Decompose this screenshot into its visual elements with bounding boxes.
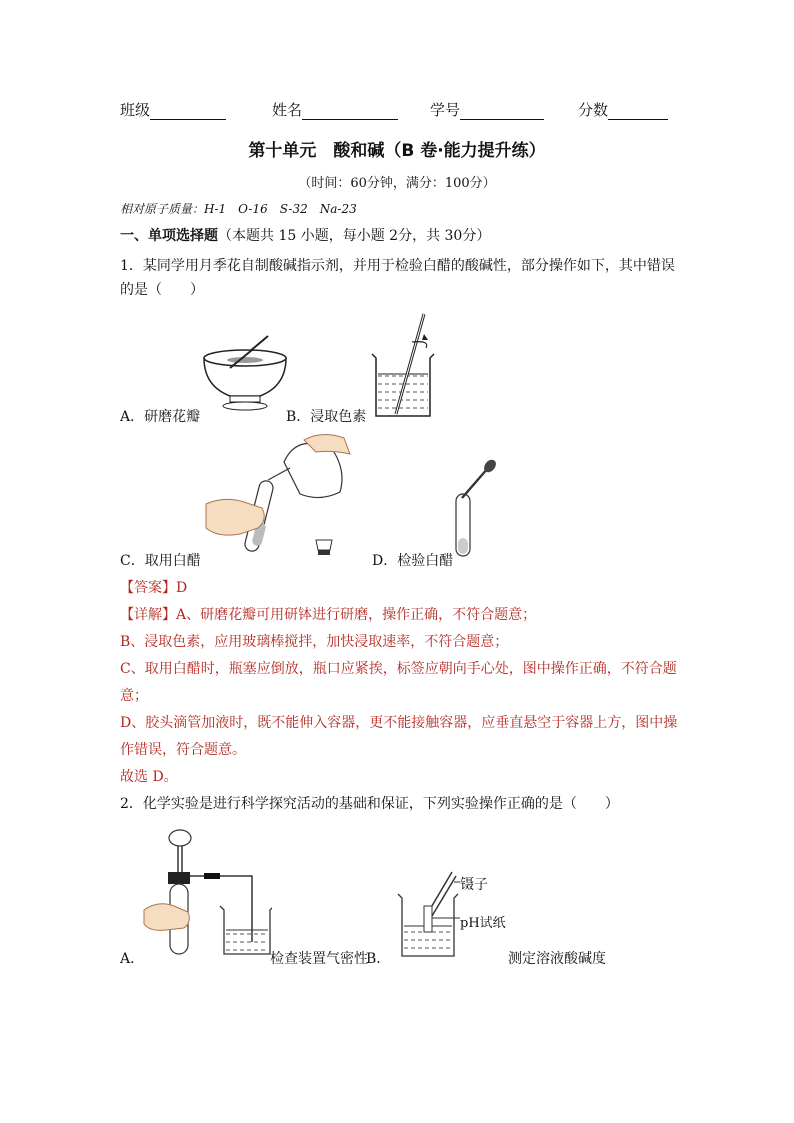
ph-test-figure (396, 864, 460, 960)
q2-option-b-letter: B． (366, 951, 391, 967)
class-blank[interactable] (150, 103, 226, 120)
time-info: （时间：60分钟，满分：100分） (298, 176, 496, 191)
class-label: 班级 (120, 101, 151, 119)
q1-detail-line3: C、取用白醋时，瓶塞应倒放，瓶口应紧挨，标签应朝向手心处，图中操作正确，不符合题 (120, 661, 677, 677)
name-blank[interactable] (302, 103, 398, 120)
q1-conclusion: 故选 D。 (120, 769, 178, 785)
page-title: 第十单元 酸和碱（B 卷·能力提升练） (248, 141, 546, 161)
mortar-pestle-figure (200, 330, 290, 416)
q1-detail-line4: 意； (120, 688, 148, 704)
airtight-check-figure (140, 826, 272, 958)
q1-option-b: B．浸取色素 (286, 409, 367, 425)
name-label: 姓名 (272, 101, 303, 119)
answer-value: D (176, 580, 188, 596)
score-label: 分数 (578, 101, 609, 119)
pour-vinegar-figure (204, 422, 354, 560)
score-blank[interactable] (608, 103, 668, 120)
q1-detail-line6: 作错误，符合题意。 (120, 742, 246, 758)
class-field (120, 100, 226, 120)
q2-option-b-caption: 测定溶液酸碱度 (508, 951, 606, 967)
q1-option-d: D．检验白醋 (372, 553, 454, 569)
q1-option-c: C．取用白醋 (120, 553, 201, 569)
student-id-label: 学号 (430, 101, 461, 119)
beaker-stir-figure (368, 310, 438, 422)
detail-text: A、研磨花瓣可用研钵进行研磨，操作正确，不符合题意； (176, 607, 537, 623)
ph-paper-label: pH试纸 (460, 916, 506, 931)
dropper-test-figure (448, 458, 504, 558)
detail-tag: 【详解】 (120, 607, 176, 623)
q1-answer (120, 578, 187, 598)
student-id-blank[interactable] (460, 103, 544, 120)
tweezers-label: 镊子 (460, 877, 488, 893)
q1-stem-line1: 1．某同学用月季花自制酸碱指示剂，并用于检验白醋的酸碱性，部分操作如下，其中错误 (120, 258, 675, 274)
score-field (578, 100, 668, 120)
section-title: 一、单项选择题 (120, 228, 218, 244)
q1-stem-line2: 的是（ ） (120, 282, 204, 298)
q2-option-a-letter: A． (120, 951, 145, 967)
atomic-mass: 相对原子质量：H-1 O-16 S-32 Na-23 (120, 202, 357, 216)
name-field (272, 100, 398, 120)
q1-detail-line5: D、胶头滴管加液时，既不能伸入容器，更不能接触容器，应垂直悬空于容器上方，图中操 (120, 715, 678, 731)
student-id-field (430, 100, 544, 120)
q2-stem: 2．化学实验是进行科学探究活动的基础和保证，下列实验操作正确的是（ ） (120, 796, 619, 812)
q2-option-a-caption: 检查装置气密性 (270, 951, 368, 967)
section-note: （本题共 15 小题，每小题 2分，共 30分） (218, 228, 491, 244)
q1-option-a: A．研磨花瓣 (120, 409, 201, 425)
section-heading (120, 225, 490, 245)
answer-tag: 【答案】 (120, 580, 176, 596)
q1-detail-line2: B、浸取色素，应用玻璃棒搅拌，加快浸取速率，不符合题意； (120, 634, 509, 650)
q1-detail-line1 (120, 605, 536, 625)
